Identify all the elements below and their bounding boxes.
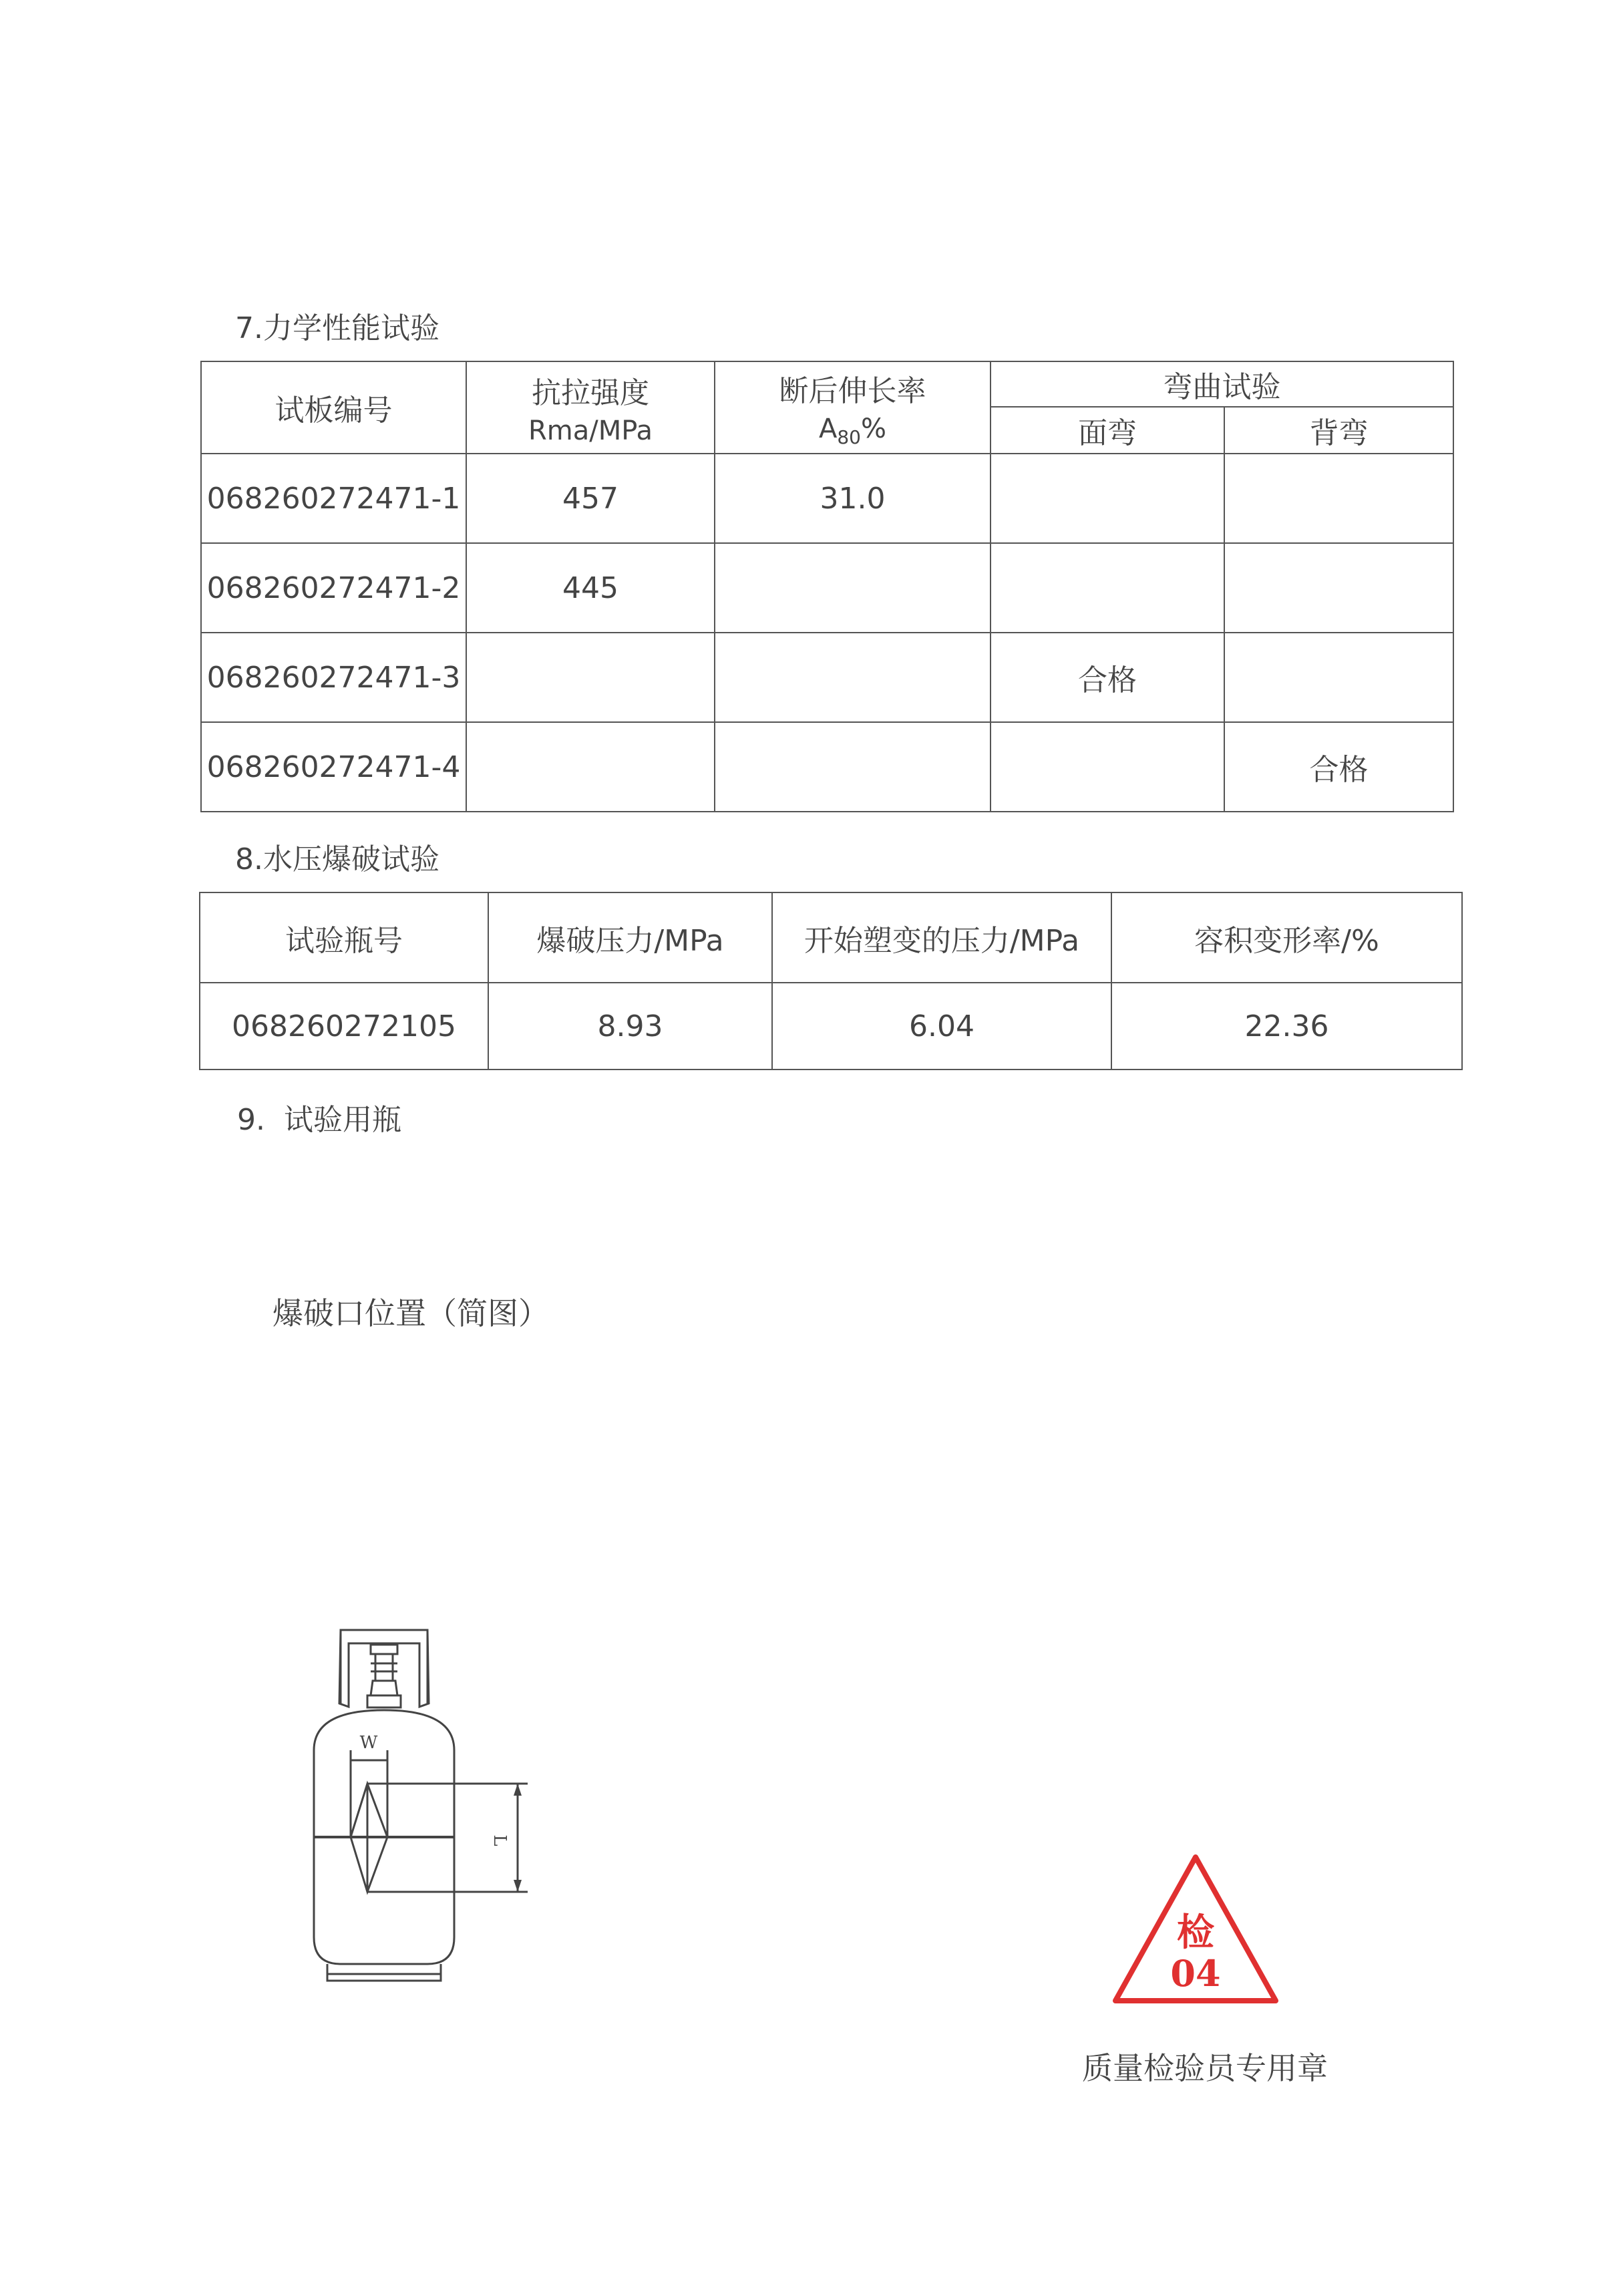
cell-tensile [466,722,715,812]
section7-title: 7.力学性能试验 [235,311,439,345]
cell-tensile: 445 [466,543,715,633]
cylinder-diagram [287,1617,541,1997]
cell-face-bend [991,543,1224,633]
header-tensile-label: 抗拉强度 [532,376,649,410]
cell-back-bend [1224,543,1453,633]
header-face-bend: 面弯 [991,407,1224,454]
header-elongation [715,361,991,454]
section9-title: 9. 试验用瓶 [237,1103,401,1137]
header-elongation-unit: $A_{80}\%$ [818,414,887,448]
header-bend-test: 弯曲试验 [991,361,1453,407]
cell-elongation: 31.0 [715,454,991,543]
cell-elongation [715,633,991,722]
header-tensile [466,361,715,454]
cell-bottle-no: 068260272105 [200,983,488,1070]
header-volume-deformation: 容积变形率/% [1111,892,1462,983]
header-burst-pressure: 爆破压力/MPa [488,892,772,983]
stamp-number: 04 [1170,1952,1221,1995]
table-row [201,454,1453,543]
table-row [201,722,1453,812]
inspector-stamp [1109,1850,1282,2011]
cell-tensile [466,633,715,722]
stamp-label: 质量检验员专用章 [1082,2050,1328,2086]
cell-back-bend [1224,454,1453,543]
header-bottle-no: 试验瓶号 [200,892,488,983]
cell-elongation [715,543,991,633]
cell-back-bend: 合格 [1224,722,1453,812]
burst-position-caption: 爆破口位置（简图） [273,1295,549,1331]
cell-specimen-id: 068260272471-1 [201,454,466,543]
cell-specimen-id: 068260272471-2 [201,543,466,633]
table-row [201,543,1453,633]
length-label: L [490,1834,510,1846]
cell-face-bend: 合格 [991,633,1224,722]
cell-volume-deformation: 22.36 [1111,983,1462,1070]
burst-test-table [199,892,1463,1070]
section8-title: 8.水压爆破试验 [235,842,439,876]
cell-tensile: 457 [466,454,715,543]
header-back-bend: 背弯 [1224,407,1453,454]
cell-back-bend [1224,633,1453,722]
cell-face-bend [991,722,1224,812]
cell-specimen-id: 068260272471-4 [201,722,466,812]
width-label: W [359,1733,378,1753]
table-row [200,983,1462,1070]
header-specimen-no: 试板编号 [201,361,466,454]
header-yield-pressure: 开始塑变的压力/MPa [772,892,1111,983]
cell-specimen-id: 068260272471-3 [201,633,466,722]
cell-burst-pressure: 8.93 [488,983,772,1070]
cell-face-bend [991,454,1224,543]
cell-elongation [715,722,991,812]
header-elongation-label: 断后伸长率 [779,374,926,408]
cell-yield-pressure: 6.04 [772,983,1111,1070]
stamp-char: 检 [1177,1911,1214,1955]
mechanical-test-table [200,361,1454,812]
header-tensile-unit: Rma/MPa [528,416,653,446]
table-row [201,633,1453,722]
